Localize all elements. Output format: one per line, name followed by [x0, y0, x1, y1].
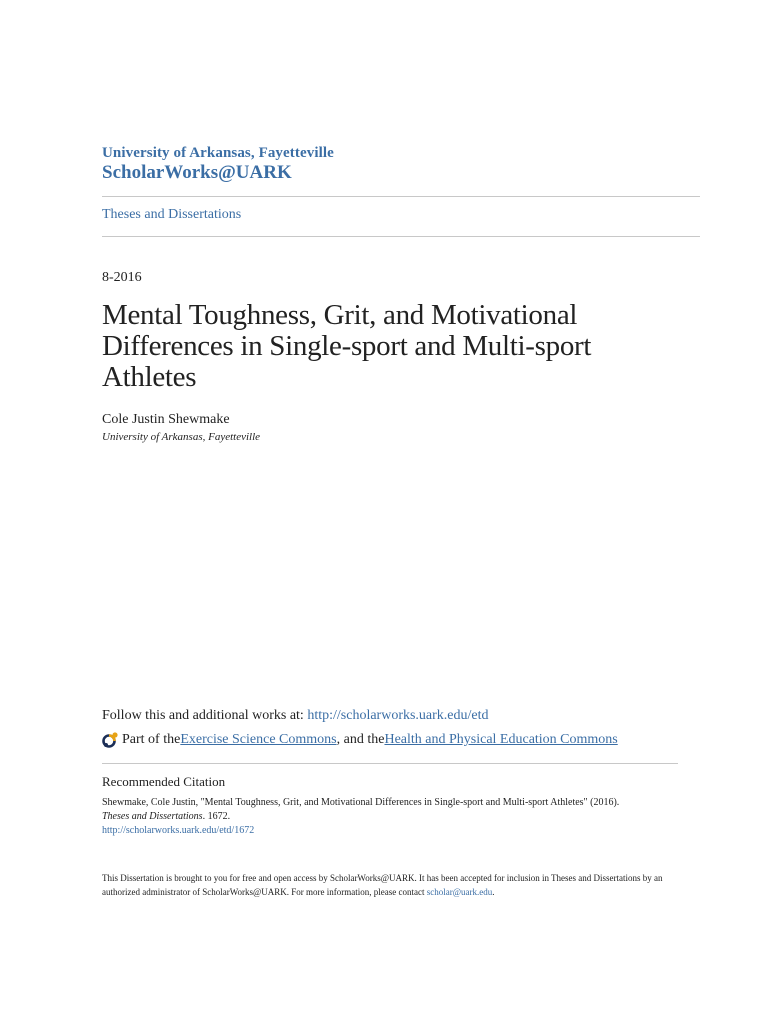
follow-url-link[interactable]: http://scholarworks.uark.edu/etd [307, 708, 489, 723]
footer-text: This Dissertation is brought to you for free and open access by ScholarWorks@UARK. It has been accepted for inclusion in Theses and Dissertations by an authorized administrator of ScholarWorks@UARK. For more information, please contact [102, 873, 663, 897]
footer-end: . [492, 887, 495, 897]
exercise-science-commons-link[interactable]: Exercise Science Commons [180, 732, 337, 747]
citation-line: Shewmake, Cole Justin, "Mental Toughness, Grit, and Motivational Differences in Single-sport and Multi-sport Athletes" (2016). [102, 797, 620, 808]
author-name: Cole Justin Shewmake [102, 412, 230, 427]
footer-note [102, 871, 682, 899]
digital-commons-network-icon [102, 731, 120, 749]
citation-url-link[interactable]: http://scholarworks.uark.edu/etd/1672 [102, 825, 255, 836]
part-of-middle: , and the [336, 732, 385, 747]
citation-series: Theses and Dissertations [102, 811, 203, 822]
citation-series-suffix: . 1672. [202, 811, 231, 822]
divider-bottom [102, 236, 700, 237]
citation-block [102, 796, 702, 838]
follow-line [102, 708, 489, 724]
document-title: Mental Toughness, Grit, and Motivational Differences in Single-sport and Multi-sport Athletes [102, 299, 592, 393]
citation-heading: Recommended Citation [102, 774, 226, 789]
health-physical-education-commons-link[interactable]: Health and Physical Education Commons [384, 732, 618, 747]
follow-label: Follow this and additional works at: [102, 708, 308, 723]
citation-series-line [102, 810, 702, 824]
publication-date: 8-2016 [102, 270, 142, 285]
part-of-line [102, 731, 618, 749]
author-affiliation: University of Arkansas, Fayetteville [102, 431, 261, 443]
institution-name: University of Arkansas, Fayetteville [102, 145, 334, 161]
repository-name[interactable]: ScholarWorks@UARK [102, 162, 292, 183]
part-of-prefix: Part of the [122, 732, 181, 747]
collection-link[interactable]: Theses and Dissertations [102, 207, 242, 222]
divider-citation [102, 763, 678, 764]
contact-email-link[interactable]: scholar@uark.edu [426, 887, 493, 897]
divider-top [102, 196, 700, 197]
